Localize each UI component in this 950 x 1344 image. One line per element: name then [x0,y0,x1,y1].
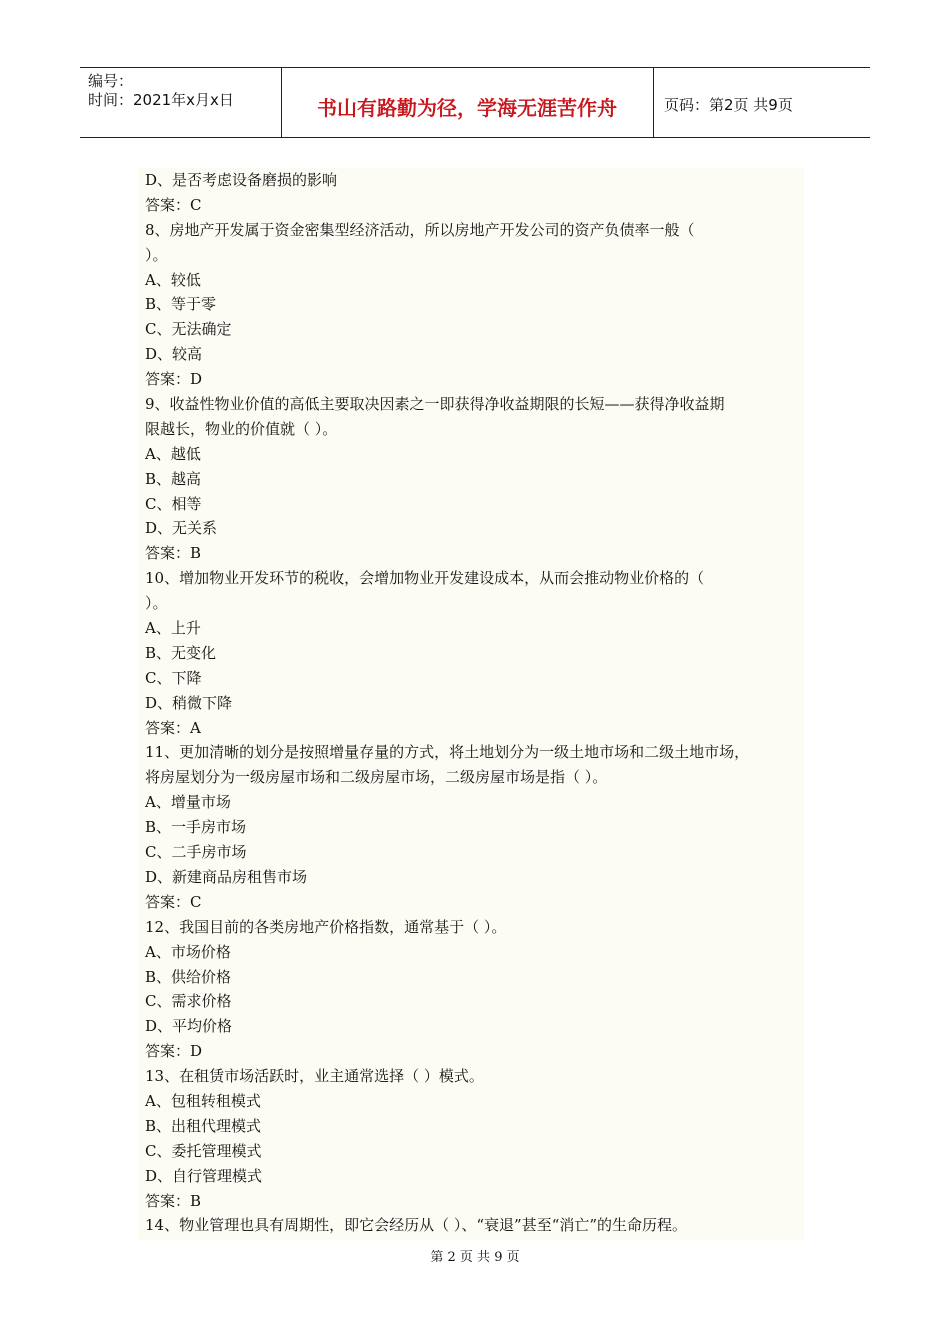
text-line: 答案：C [145,195,202,214]
time-label: 时间：2021年x月x日 [88,91,234,109]
text-line: ）。 [145,245,168,264]
text-line: 答案：A [145,718,201,737]
text-line: B、无变化 [145,643,217,662]
text-line: 8、房地产开发属于资金密集型经济活动，所以房地产开发公司的资产负债率一般（ [145,220,695,239]
text-line: 将房屋划分为一级房屋市场和二级房屋市场，二级房屋市场是指（ ）。 [145,768,608,787]
text-line: D、无关系 [145,519,218,538]
text-line: B、一手房市场 [145,818,247,837]
text-line: D、自行管理模式 [145,1166,263,1185]
text-line: C、无法确定 [145,320,232,339]
text-line: 答案：B [145,544,202,563]
text-line: C、委托管理模式 [145,1141,262,1160]
text-line: 答案：C [145,892,202,911]
text-line: A、较低 [145,270,201,289]
text-line: 12、我国目前的各类房地产价格指数，通常基于（ ）。 [145,917,507,936]
text-line: 限越长，物业的价值就（ ）。 [145,419,338,438]
text-line: D、较高 [145,345,203,364]
text-line: A、包租转租模式 [145,1091,261,1110]
page-footer: 第 2 页 共 9 页 [430,1250,520,1265]
header-motto-cell [281,68,654,137]
text-line: B、等于零 [145,295,217,314]
text-line: D、是否考虑设备磨损的影响 [145,171,338,189]
text-line: B、越高 [145,469,202,488]
text-line: D、新建商品房租售市场 [145,867,308,886]
text-line: 答案：B [145,1191,202,1210]
page-info: 页码：第2页 共9页 [664,96,793,114]
serial-label: 编号： [88,72,134,90]
text-line: 9、收益性物业价值的高低主要取决因素之一即获得净收益期限的长短——获得净收益期 [145,395,725,414]
text-line: A、上升 [145,619,201,638]
text-line: B、出租代理模式 [145,1116,262,1135]
text-line: A、增量市场 [145,793,231,812]
text-line: D、平均价格 [145,1017,233,1036]
text-line: 14、物业管理也具有周期性，即它会经历从（ ）、“衰退”甚至“消亡”的生命历程。 [145,1216,688,1235]
text-line: A、市场价格 [145,942,231,961]
text-line: 答案：D [145,1042,203,1061]
text-line: 答案：D [145,370,203,389]
text-line: C、下降 [145,668,202,687]
text-line: D、稍微下降 [145,693,233,712]
text-line: 11、更加清晰的划分是按照增量存量的方式，将土地划分为一级土地市场和二级土地市场， [145,743,750,762]
header-meta-cell [80,68,282,137]
text-line: 13、在租赁市场活跃时，业主通常选择（ ）模式。 [145,1067,484,1086]
text-line: C、二手房市场 [145,843,247,862]
motto: 书山有路勤为径，学海无涯苦作舟 [317,96,617,120]
text-line: C、需求价格 [145,992,232,1011]
text-line: 10、增加物业开发环节的税收，会增加物业开发建设成本，从而会推动物业价格的（ [145,569,705,588]
page-header [80,67,870,138]
header-page-cell [654,68,870,137]
text-line: ）。 [145,594,168,613]
text-line: A、越低 [145,444,201,463]
question-text [145,168,825,1238]
text-line: C、相等 [145,494,202,513]
text-line: B、供给价格 [145,967,232,986]
